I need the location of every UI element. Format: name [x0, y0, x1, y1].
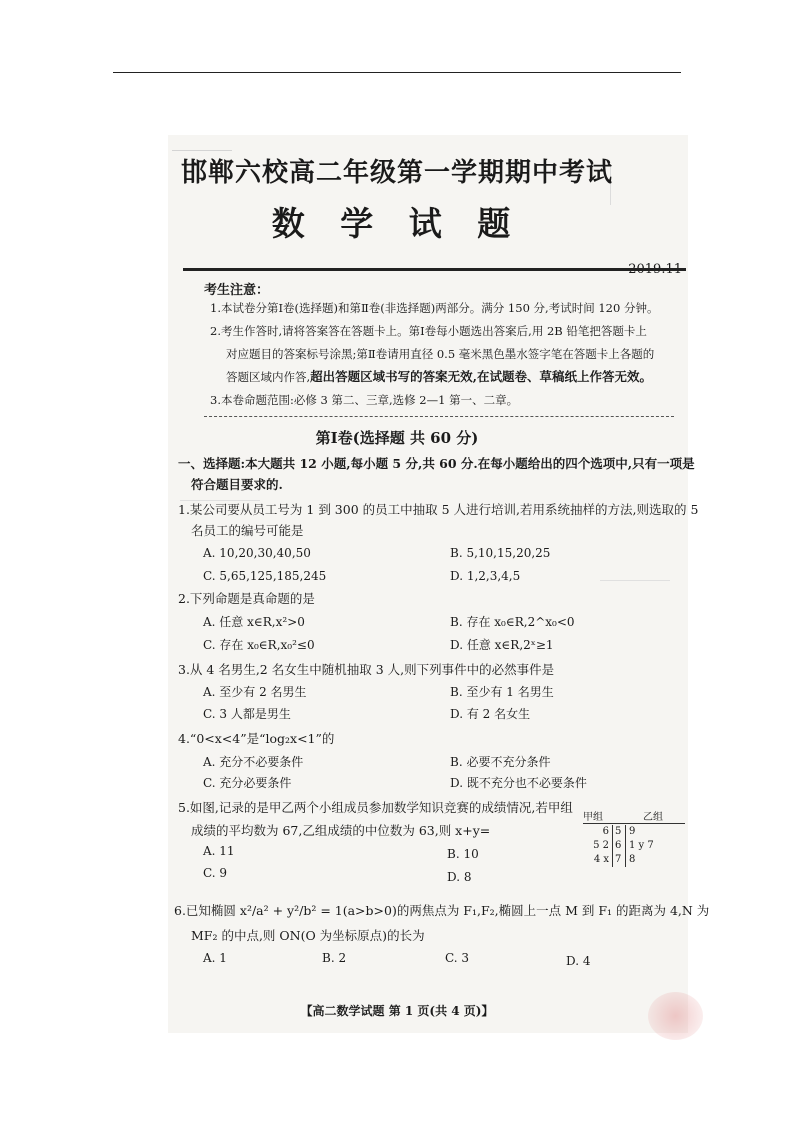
q3-option-d: D. 有 2 名女生: [450, 707, 531, 721]
q5-option-c: C. 9: [203, 866, 228, 880]
top-rule: [113, 72, 681, 73]
notice-item-2: 2.考生作答时,请将答案答在答题卡上。第Ⅰ卷每小题选出答案后,用 2B 铅笔把答题卡上: [210, 324, 647, 338]
q2-option-b: B. 存在 x₀∈R,2^x₀<0: [450, 615, 575, 629]
section-instruction-cont: 符合题目要求的.: [191, 477, 283, 492]
header-divider: [183, 268, 686, 271]
question-5: 5.如图,记录的是甲乙两个小组成员参加数学知识竞赛的成绩情况,若甲组: [178, 800, 573, 815]
stem-leaf-stem: 7: [615, 854, 622, 865]
q6-option-d: D. 4: [566, 954, 591, 968]
stem-leaf-right-leaves: 9: [629, 826, 636, 837]
q6-option-a: A. 1: [203, 951, 227, 965]
q5-option-a: A. 11: [203, 844, 235, 858]
stem-leaf-right-leaves: 1 y 7: [629, 840, 654, 851]
stem-leaf-left-leaves: 6: [602, 826, 609, 837]
bleed-through-mark: [600, 580, 670, 582]
question-2: 2.下列命题是真命题的是: [178, 591, 315, 606]
q3-option-a: A. 至少有 2 名男生: [203, 685, 307, 699]
exam-title: 邯郸六校高二年级第一学期期中考试: [180, 158, 613, 188]
q2-option-d: D. 任意 x∈R,2ˣ≥1: [450, 638, 554, 652]
section-instruction: 一、选择题:本大题共 12 小题,每小题 5 分,共 60 分.在每小题给出的四个选项中,只有一项是: [178, 456, 695, 471]
q1-option-c: C. 5,65,125,185,245: [203, 569, 327, 583]
q3-option-b: B. 至少有 1 名男生: [450, 685, 554, 699]
subject-title: 数 学 试 题: [271, 204, 523, 243]
q3-option-c: C. 3 人都是男生: [203, 707, 291, 721]
part-one-title: 第Ⅰ卷(选择题 共 60 分): [315, 429, 479, 447]
q1-option-b: B. 5,10,15,20,25: [450, 546, 551, 560]
question-5-cont: 成绩的平均数为 67,乙组成绩的中位数为 63,则 x+y=: [191, 823, 491, 838]
q1-option-a: A. 10,20,30,40,50: [203, 546, 311, 560]
q1-option-d: D. 1,2,3,4,5: [450, 569, 521, 583]
stem-leaf-stem: 6: [615, 840, 622, 851]
notice-item-3: 3.本卷命题范围:必修 3 第二、三章,选修 2—1 第一、二章。: [210, 393, 519, 407]
question-4: 4.“0<x<4”是“log₂x<1”的: [178, 731, 335, 746]
q6-option-c: C. 3: [445, 951, 470, 965]
q4-option-b: B. 必要不充分条件: [450, 755, 551, 769]
q4-option-a: A. 充分不必要条件: [203, 755, 304, 769]
notice-heading: 考生注意：: [204, 283, 270, 298]
q2-option-c: C. 存在 x₀∈R,x₀²≤0: [203, 638, 315, 652]
stem-leaf-left-header: 甲组: [583, 812, 603, 823]
question-6-cont: MF₂ 的中点,则 ON(O 为坐标原点)的长为: [191, 928, 425, 943]
notice-item-2-cont: 对应题目的答案标号涂黑;第Ⅱ卷请用直径 0.5 毫米黑色墨水签字笔在答题卡上各题的: [226, 347, 655, 361]
question-3: 3.从 4 名男生,2 名女生中随机抽取 3 人,则下列事件中的必然事件是: [178, 662, 555, 677]
question-1-cont: 名员工的编号可能是: [191, 523, 304, 538]
stem-leaf-right-header: 乙组: [643, 812, 663, 823]
stem-leaf-divider: [625, 825, 626, 867]
stem-leaf-left-leaves: 4 x: [593, 854, 609, 865]
stem-leaf-divider: [612, 825, 613, 867]
q6-option-b: B. 2: [322, 951, 347, 965]
stem-leaf-left-leaves: 5 2: [593, 840, 609, 851]
stem-leaf-plot: [583, 806, 685, 868]
notice-item-1: 1.本试卷分第Ⅰ卷(选择题)和第Ⅱ卷(非选择题)两部分。满分 150 分,考试时间 120 分钟。: [210, 301, 659, 315]
notice-item-2-cont2: [226, 370, 652, 384]
q5-option-d: D. 8: [447, 870, 472, 884]
notice-divider: [204, 416, 674, 417]
stem-leaf-stem: 5: [615, 826, 622, 837]
page-footer: 【高二数学试题 第 1 页(共 4 页)】: [300, 1004, 494, 1018]
notice-emphasis: 超出答题区域书写的答案无效,在试题卷、草稿纸上作答无效。: [310, 369, 653, 384]
question-6: 6.已知椭圆 x²/a² + y²/b² = 1(a>b>0)的两焦点为 F₁,F₂,椭圆上一点 M 到 F₁ 的距离为 4,N 为: [174, 903, 710, 918]
q2-option-a: A. 任意 x∈R,x²>0: [203, 615, 305, 629]
stem-leaf-right-leaves: 8: [629, 854, 636, 865]
q5-option-b: B. 10: [447, 847, 479, 861]
q4-option-d: D. 既不充分也不必要条件: [450, 776, 587, 790]
notice-text: 答题区域内作答,: [226, 370, 311, 384]
stem-leaf-header-rule: [583, 823, 685, 824]
q4-option-c: C. 充分必要条件: [203, 776, 292, 790]
question-1: 1.某公司要从员工号为 1 到 300 的员工中抽取 5 人进行培训,若用系统抽样的方法,则选取的 5: [178, 502, 699, 517]
